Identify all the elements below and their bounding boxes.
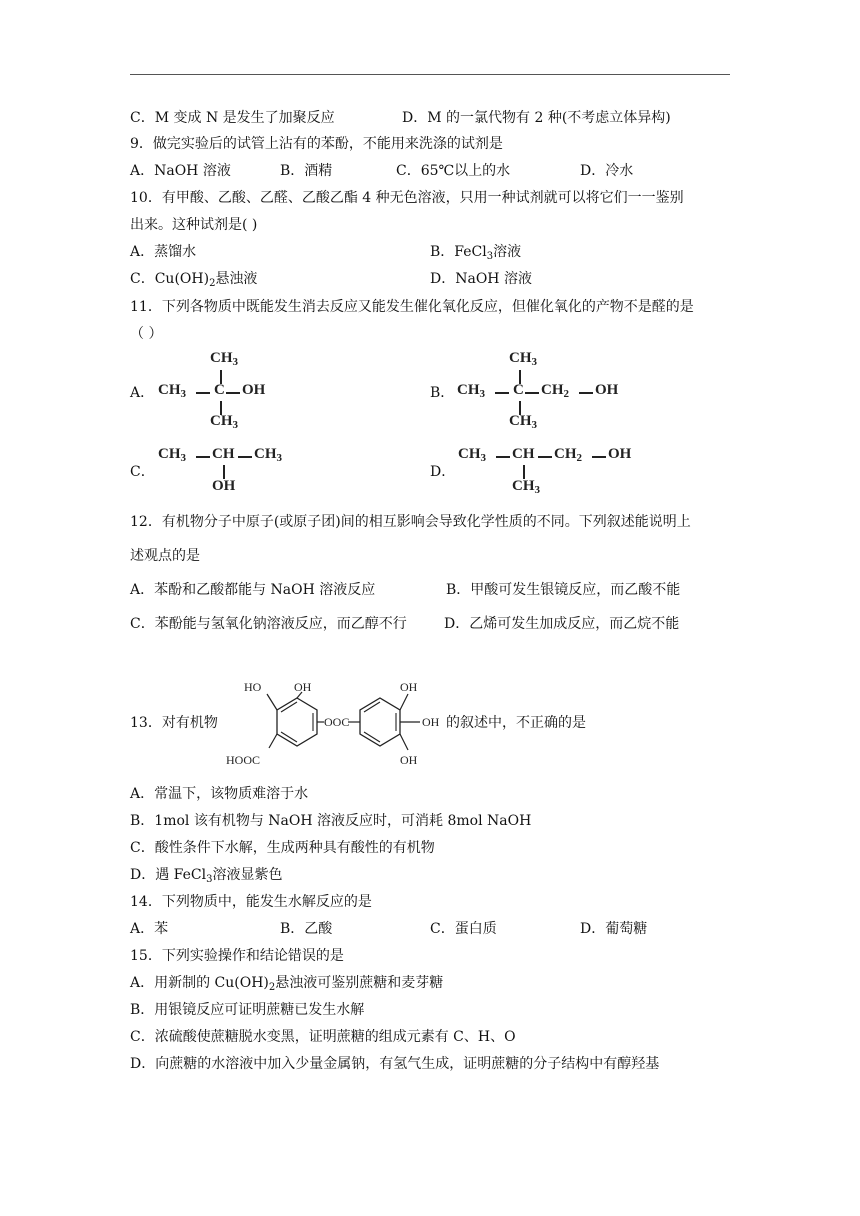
- q14-stem: 14．下列物质中，能发生水解反应的是: [130, 894, 372, 910]
- q13-oh-label-1: OH: [294, 680, 312, 694]
- q10-option-c: C．$Cu(OH)_2$悬浊液: [130, 271, 258, 289]
- q12-stem-line1: 12．有机物分子中原子(或原子团)间的相互影响会导致化学性质的不同。下列叙述能说明上: [130, 514, 691, 530]
- q15-option-a: A．用新制的 $Cu(OH)_2$悬浊液可鉴别蔗糖和麦芽糖: [130, 975, 444, 993]
- q10-option-d: D．NaOH 溶液: [430, 271, 532, 287]
- q13-option-a: A．常温下，该物质难溶于水: [130, 786, 309, 802]
- q13-structure-diagram: [224, 676, 444, 770]
- q12-stem-line2: 述观点的是: [130, 548, 200, 564]
- q13-stem-suffix: 的叙述中，不正确的是: [446, 715, 586, 731]
- q11-structure-a: $CH_3$ $CH_3$ C OH $CH_3$: [158, 350, 266, 431]
- q13-ooc-label: OOC: [324, 715, 350, 729]
- q10-stem-line2: 出来。这种试剂是( ): [130, 217, 258, 233]
- q11-structure-b: $CH_3$ $CH_3$ C $CH_2$ OH $CH_3$: [457, 350, 619, 431]
- q11-option-d-label: D．: [430, 464, 456, 480]
- q11-structure-d: $CH_3$ CH $CH_2$ OH $CH_3$: [458, 446, 632, 496]
- q14-option-b: B．乙酸: [280, 921, 333, 937]
- q10-option-b: B．FeCl$_3$溶液: [430, 244, 522, 262]
- q11-structure-c: $CH_3$ CH $CH_3$ OH: [158, 446, 282, 494]
- q13-hooc-label: HOOC: [226, 753, 261, 767]
- q8-option-c: C．M 变成 N 是发生了加聚反应: [130, 110, 335, 126]
- q13-oh-label-3: OH: [422, 715, 440, 729]
- q15-stem: 15．下列实验操作和结论错误的是: [130, 948, 344, 964]
- q11-stem-line1: 11．下列各物质中既能发生消去反应又能发生催化氧化反应，但催化氧化的产物不是醛的是: [130, 299, 694, 315]
- q13-option-c: C．酸性条件下水解，生成两种具有酸性的有机物: [130, 840, 435, 856]
- q13-stem-prefix: 13．对有机物: [130, 715, 218, 731]
- q12-option-b: B．甲酸可发生银镜反应，而乙酸不能: [446, 582, 681, 598]
- q11-option-b-label: B．: [430, 385, 455, 401]
- q9-option-c: C．65℃以上的水: [396, 163, 511, 179]
- q12-option-d: D．乙烯可发生加成反应，而乙烷不能: [444, 616, 680, 632]
- q15-option-b: B．用银镜反应可证明蔗糖已发生水解: [130, 1002, 365, 1018]
- header-rule: [130, 74, 730, 75]
- q14-option-d: D．葡萄糖: [580, 921, 648, 937]
- q9-option-b: B．酒精: [280, 163, 333, 179]
- q11-option-a-label: A．: [130, 385, 155, 401]
- q15-option-c: C．浓硫酸使蔗糖脱水变黑，证明蔗糖的组成元素有 C、H、O: [130, 1029, 516, 1045]
- q11-stem-line2: （ ）: [130, 326, 163, 342]
- q13-oh-label-4: OH: [400, 753, 418, 767]
- q13-ho-label: HO: [244, 680, 262, 694]
- q9-option-d: D．冷水: [580, 163, 634, 179]
- q11-option-c-label: C．: [130, 464, 155, 480]
- q15-option-d: D．向蔗糖的水溶液中加入少量金属钠，有氢气生成，证明蔗糖的分子结构中有醇羟基: [130, 1056, 660, 1072]
- q10-stem-line1: 10．有甲酸、乙酸、乙醛、乙酸乙酯 4 种无色溶液，只用一种试剂就可以将它们一一鉴别: [130, 190, 684, 206]
- q13-option-b: B．1mol 该有机物与 NaOH 溶液反应时，可消耗 8mol NaOH: [130, 813, 532, 829]
- q9-stem: 9．做完实验后的试管上沾有的苯酚，不能用来洗涤的试剂是: [130, 136, 503, 152]
- q12-option-a: A．苯酚和乙酸都能与 NaOH 溶液反应: [130, 582, 376, 598]
- q14-option-a: A．苯: [130, 921, 169, 937]
- q14-option-c: C．蛋白质: [430, 921, 497, 937]
- q13-option-d: D．遇 FeCl$_3$溶液显紫色: [130, 867, 283, 885]
- q10-option-a: A．蒸馏水: [130, 244, 197, 260]
- q12-option-c: C．苯酚能与氢氧化钠溶液反应，而乙醇不行: [130, 616, 407, 632]
- q8-option-d: D．M 的一氯代物有 2 种(不考虑立体异构): [402, 110, 671, 126]
- q13-oh-label-2: OH: [400, 680, 418, 694]
- q9-option-a: A．NaOH 溶液: [130, 163, 231, 179]
